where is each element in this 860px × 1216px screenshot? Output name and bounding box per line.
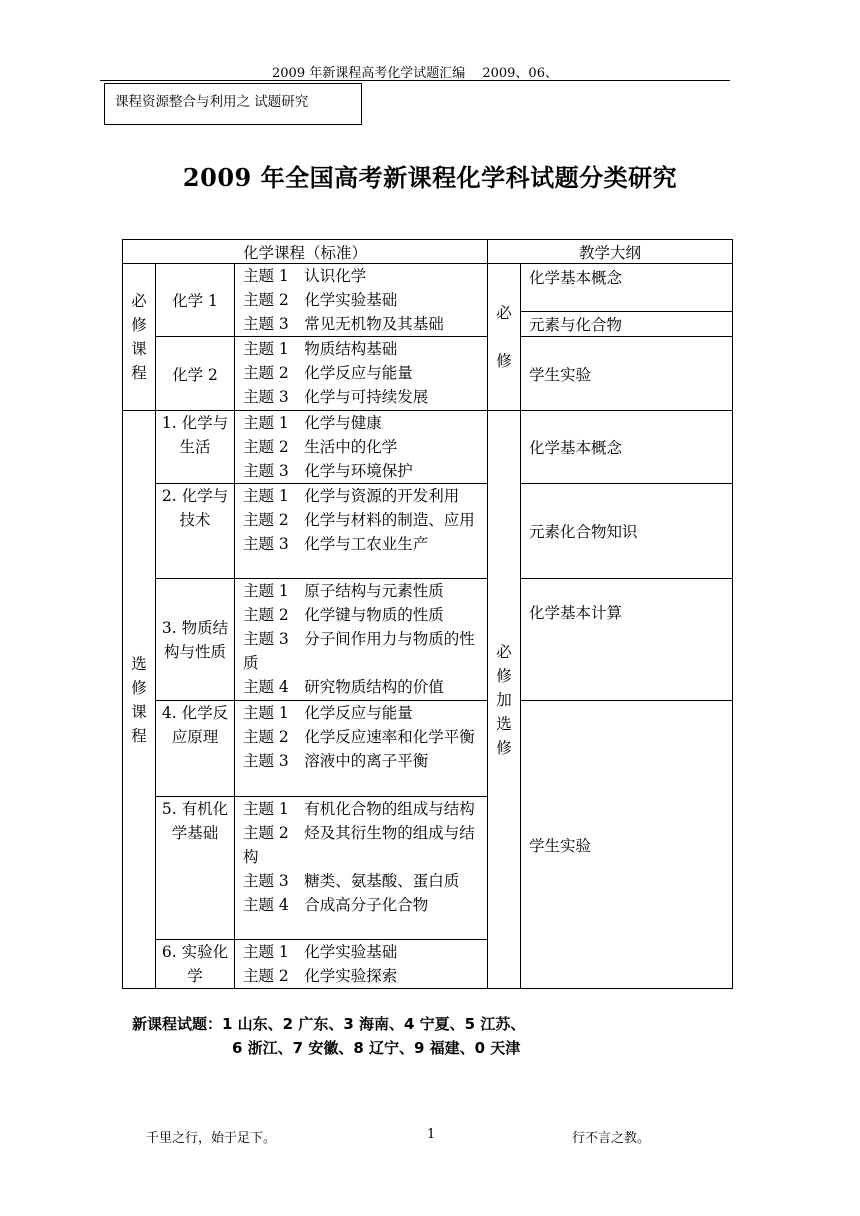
topic: 主题 2 化学反应与能量 [243, 364, 413, 382]
syllabus-r3: 学生实验 [521, 337, 733, 411]
page-number: 1 [427, 1127, 436, 1142]
table-row [123, 484, 733, 579]
syllabus-r4: 化学基本概念 [521, 411, 733, 484]
trials-line2: 6 浙江、7 安徽、8 辽宁、9 福建、0 天津 [232, 1039, 521, 1057]
syllabus-r7: 学生实验 [521, 701, 733, 989]
e4-topics [235, 701, 488, 797]
topic: 主题 1 物质结构基础 [243, 340, 398, 358]
topic: 主题 3 化学与工农业生产 [243, 535, 429, 553]
table-header-row [123, 240, 733, 264]
header-rule [100, 80, 730, 81]
topic: 主题 2 化学键与物质的性质 [243, 606, 444, 624]
trials-list [132, 1012, 525, 1060]
table-row [123, 337, 733, 411]
e2-topics [235, 484, 488, 579]
table-row [123, 701, 733, 797]
topic: 主题 3 常见无机物及其基础 [243, 315, 444, 333]
e4-name: 4. 化学反应原理 [156, 701, 235, 797]
e6-topics [235, 940, 488, 989]
syllabus-compulsory: 必修 [488, 264, 521, 411]
e3-topics [235, 579, 488, 701]
trials-line1: 1 山东、2 广东、3 海南、4 宁夏、5 江苏、 [222, 1015, 526, 1033]
topic: 主题 1 化学与资源的开发利用 [243, 487, 460, 505]
e1-topics [235, 411, 488, 484]
e2-name: 2. 化学与技术 [156, 484, 235, 579]
topic: 主题 3 溶液中的离子平衡 [243, 752, 429, 770]
topic: 主题 3 糖类、氨基酸、蛋白质 [243, 872, 460, 890]
topic: 主题 2 化学反应速率和化学平衡 [243, 728, 475, 746]
trials-label: 新课程试题： [132, 1015, 223, 1033]
page-header: 2009 年新课程高考化学试题汇编 2009、06、 [272, 66, 558, 81]
compulsory-label: 必修课程 [123, 264, 156, 411]
section-box: 课程资源整合与利用之 试题研究 [104, 83, 362, 125]
e5-topics [235, 797, 488, 940]
topic: 主题 4 研究物质结构的价值 [243, 678, 444, 696]
topic: 主题 1 认识化学 [243, 267, 367, 285]
footer-left: 千里之行，始于足下。 [146, 1131, 277, 1146]
topic: 主题 1 有机化合物的组成与结构 [243, 800, 475, 818]
chem2-name: 化学 2 [156, 337, 235, 411]
syllabus-r2: 元素与化合物 [521, 311, 733, 336]
header-curriculum: 化学课程（标准） [123, 240, 488, 264]
syllabus-r1: 化学基本概念 [521, 264, 733, 312]
topic: 主题 1 原子结构与元素性质 [243, 582, 444, 600]
page-title: 2009 年全国高考新课程化学科试题分类研究 [182, 163, 678, 192]
chem1-topics [235, 264, 488, 337]
course-table [122, 239, 733, 989]
topic: 主题 2 化学实验探索 [243, 967, 398, 985]
topic: 主题 2 烃及其衍生物的组成与结构 [243, 824, 475, 866]
elective-label: 选修课程 [123, 411, 156, 989]
syllabus-r5: 元素化合物知识 [521, 484, 733, 579]
topic: 主题 1 化学反应与能量 [243, 704, 413, 722]
topic: 主题 2 生活中的化学 [243, 438, 398, 456]
table-row [123, 264, 733, 312]
chem1-name: 化学 1 [156, 264, 235, 337]
table-row [123, 579, 733, 701]
topic: 主题 2 化学实验基础 [243, 291, 398, 309]
topic: 主题 2 化学与材料的制造、应用 [243, 511, 475, 529]
table-row [123, 411, 733, 484]
e3-name: 3. 物质结构与性质 [156, 579, 235, 701]
topic: 主题 3 化学与环境保护 [243, 462, 413, 480]
topic: 主题 4 合成高分子化合物 [243, 896, 429, 914]
e6-name: 6. 实验化学 [156, 940, 235, 989]
topic: 主题 3 分子间作用力与物质的性质 [243, 630, 475, 672]
e5-name: 5. 有机化学基础 [156, 797, 235, 940]
topic: 主题 3 化学与可持续发展 [243, 388, 429, 406]
header-syllabus: 教学大纲 [488, 240, 733, 264]
syllabus-r6: 化学基本计算 [521, 579, 733, 701]
syllabus-mixed: 必修加选修 [488, 411, 521, 989]
chem2-topics [235, 337, 488, 411]
topic: 主题 1 化学与健康 [243, 414, 382, 432]
topic: 主题 1 化学实验基础 [243, 943, 398, 961]
e1-name: 1. 化学与生活 [156, 411, 235, 484]
footer-right: 行不言之教。 [572, 1131, 651, 1146]
